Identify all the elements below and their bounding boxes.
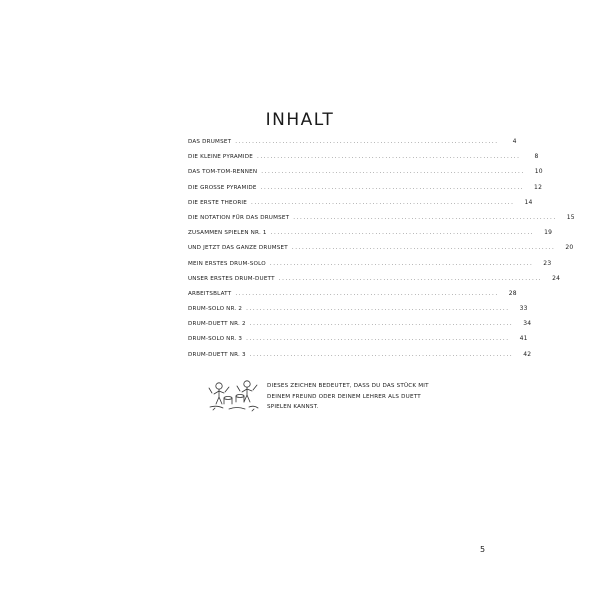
toc-entry-page: 33	[519, 305, 528, 313]
toc-entry-title: DIE NOTATION FÜR DAS DRUMSET	[188, 214, 290, 221]
toc-entry	[188, 335, 528, 350]
toc-entry	[188, 213, 575, 229]
toc-entry	[188, 229, 553, 244]
toc-entry	[188, 320, 532, 335]
toc-entry-title: DRUM-SOLO NR. 2	[188, 306, 243, 313]
page-title: INHALT	[265, 110, 335, 131]
toc-entry-title: DIE GROSSE PYRAMIDE	[188, 184, 257, 191]
toc-entry	[188, 350, 532, 366]
toc-entry-page: 15	[566, 213, 575, 221]
toc-entry-page: 42	[523, 350, 532, 358]
toc-entry	[188, 138, 517, 153]
toc-entry	[188, 153, 539, 168]
toc-entry-title: DIE KLEINE PYRAMIDE	[188, 154, 254, 161]
toc-entry	[188, 183, 543, 199]
toc-entry	[188, 274, 561, 290]
toc-entry-page: 41	[519, 335, 528, 343]
toc-leader-dots: ..............................................................................	[249, 351, 514, 358]
duet-drummers-icon	[207, 374, 261, 414]
toc-entry-page: 23	[543, 259, 552, 267]
toc-entry	[188, 305, 528, 320]
toc-entry-title: ZUSAMMEN SPIELEN NR. 1	[188, 230, 267, 237]
toc-leader-dots: ..............................................................................	[235, 290, 499, 297]
duet-note	[207, 374, 437, 434]
toc-leader-dots: ..............................................................................	[260, 184, 525, 191]
toc-entry-title: DIE ERSTE THEORIE	[188, 199, 248, 206]
toc-leader-dots: ..............................................................................	[261, 169, 525, 176]
toc-entry-page: 24	[552, 274, 561, 282]
toc-entry-page: 34	[523, 320, 532, 328]
toc-entry-page: 20	[565, 244, 574, 252]
toc-entry-title: MEIN ERSTES DRUM-SOLO	[188, 260, 266, 267]
toc-leader-dots: ..............................................................................	[270, 230, 535, 237]
toc-entry-page: 28	[508, 289, 517, 297]
toc-entry-title: DAS TOM-TOM-RENNEN	[188, 169, 258, 176]
toc-entry-title: UNSER ERSTES DRUM-DUETT	[188, 275, 275, 282]
toc-leader-dots: ..............................................................................	[249, 321, 514, 328]
toc-leader-dots: ..............................................................................	[278, 275, 543, 282]
toc-entry	[188, 259, 552, 275]
toc-entry-title: UND JETZT DAS GANZE DRUMSET	[188, 245, 288, 252]
toc-entry-page: 8	[534, 153, 539, 161]
duet-note-text: DIESES ZEICHEN BEDEUTET, DASS DU DAS STÜCK MIT DEINEM FREUND ODER DEINEM LEHRER ALS DUETT SPIELEN KANNST.	[267, 383, 429, 410]
toc-leader-dots: ..............................................................................	[257, 154, 521, 161]
toc-entry	[188, 244, 574, 259]
toc-entry-title: DRUM-DUETT NR. 2	[188, 321, 246, 328]
toc-leader-dots: ..............................................................................	[291, 245, 556, 252]
toc-entry-page: 10	[534, 168, 543, 176]
toc-entry-page: 14	[524, 198, 533, 206]
toc-leader-dots: ..............................................................................	[251, 199, 515, 206]
toc-entry-page: 19	[544, 229, 553, 237]
toc-leader-dots: ..............................................................................	[235, 139, 499, 145]
toc-entry	[188, 168, 543, 183]
toc-entry-page: 12	[534, 183, 543, 191]
toc-entry	[188, 198, 533, 214]
toc-entry-title: ARBEITSBLATT	[188, 290, 232, 297]
toc-leader-dots: ..............................................................................	[246, 306, 510, 313]
table-of-contents	[188, 138, 575, 366]
page-number: 5	[480, 545, 486, 554]
toc-leader-dots: ..............................................................................	[293, 214, 557, 221]
toc-entry-title: DRUM-DUETT NR. 3	[188, 351, 246, 358]
toc-entry-page: 4	[512, 138, 517, 145]
toc-entry-title: DAS DRUMSET	[188, 139, 232, 145]
toc-entry	[188, 289, 517, 305]
toc-entry-title: DRUM-SOLO NR. 3	[188, 336, 243, 343]
toc-leader-dots: ..............................................................................	[269, 260, 534, 267]
toc-leader-dots: ..............................................................................	[246, 336, 510, 343]
